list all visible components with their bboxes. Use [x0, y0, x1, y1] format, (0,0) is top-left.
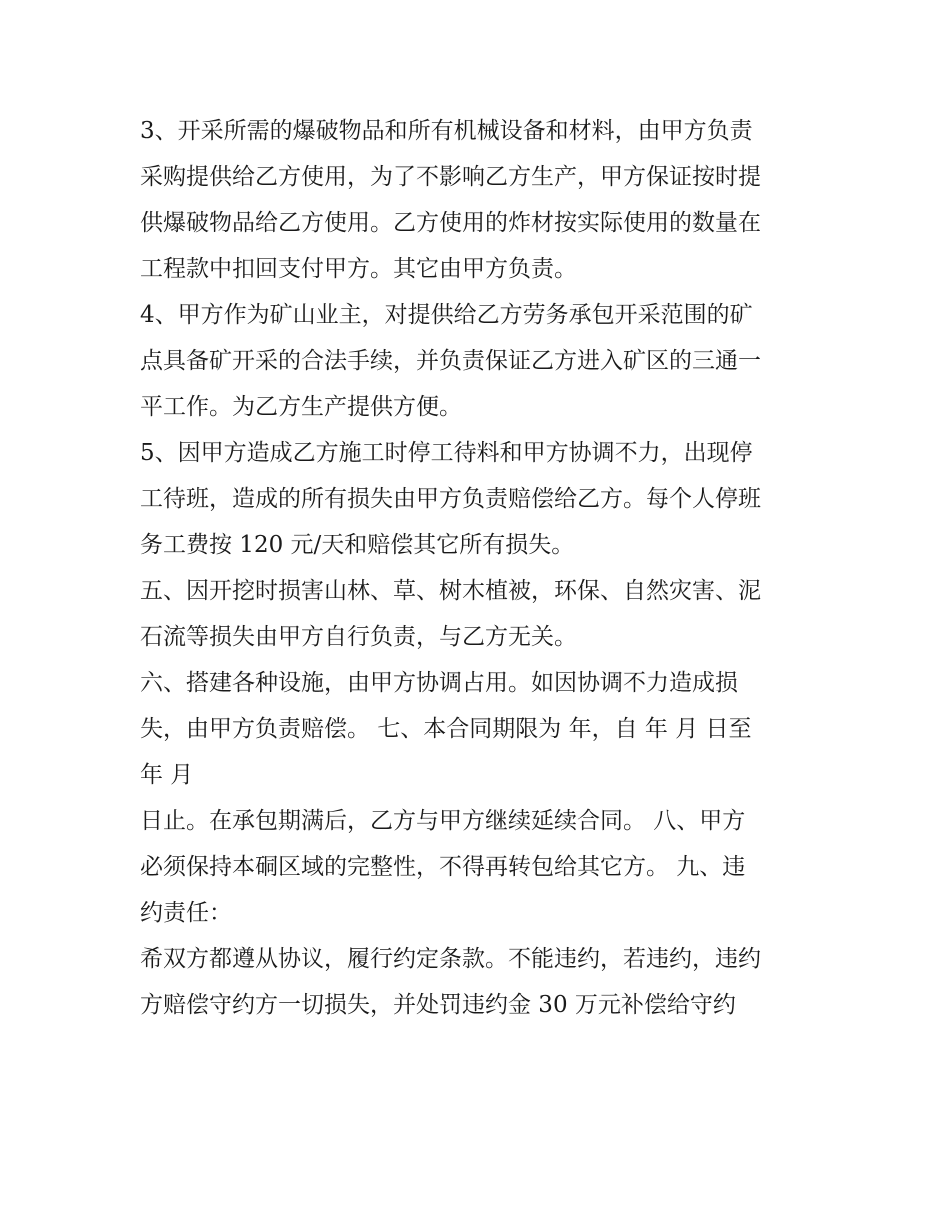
text-line: 供爆破物品给乙方使用。乙方使用的炸材按实际使用的数量在 [140, 210, 761, 236]
text-line: 4、甲方作为矿山业主，对提供给乙方劳务承包开采范围的矿 [140, 302, 753, 328]
text-line: 3、开采所需的爆破物品和所有机械设备和材料，由甲方负责 [140, 118, 753, 144]
text-line: 六、搭建各种设施，由甲方协调占用。如因协调不力造成损 [140, 670, 738, 696]
text-line: 工程款中扣回支付甲方。其它由甲方负责。 [140, 256, 577, 282]
text-line: 五、因开挖时损害山林、草、树木植被，环保、自然灾害、泥 [140, 578, 761, 604]
text-line: 方赔偿守约方一切损失，并处罚违约金 30 万元补偿给守约 [140, 992, 736, 1018]
text-line: 日止。在承包期满后，乙方与甲方继续延续合同。 八、甲方 [140, 808, 746, 834]
contract-body-text [140, 108, 830, 1028]
text-line: 务工费按 120 元/天和赔偿其它所有损失。 [140, 532, 575, 558]
text-line: 5、因甲方造成乙方施工时停工待料和甲方协调不力，出现停 [140, 440, 753, 466]
text-line: 工待班，造成的所有损失由甲方负责赔偿给乙方。每个人停班 [140, 486, 761, 512]
text-line: 平工作。为乙方生产提供方便。 [140, 394, 462, 420]
text-line: 石流等损失由甲方自行负责，与乙方无关。 [140, 624, 577, 650]
text-line: 必须保持本硐区域的完整性，不得再转包给其它方。 九、违 [140, 854, 746, 880]
text-line: 采购提供给乙方使用，为了不影响乙方生产，甲方保证按时提 [140, 164, 761, 190]
text-line: 年 月 [140, 762, 194, 788]
text-line: 点具备矿开采的合法手续，并负责保证乙方进入矿区的三通一 [140, 348, 761, 374]
text-line: 失，由甲方负责赔偿。 七、本合同期限为 年，自 年 月 日至 [140, 716, 752, 742]
text-line: 希双方都遵从协议，履行约定条款。不能违约，若违约，违约 [140, 946, 761, 972]
text-line: 约责任： [140, 900, 232, 926]
